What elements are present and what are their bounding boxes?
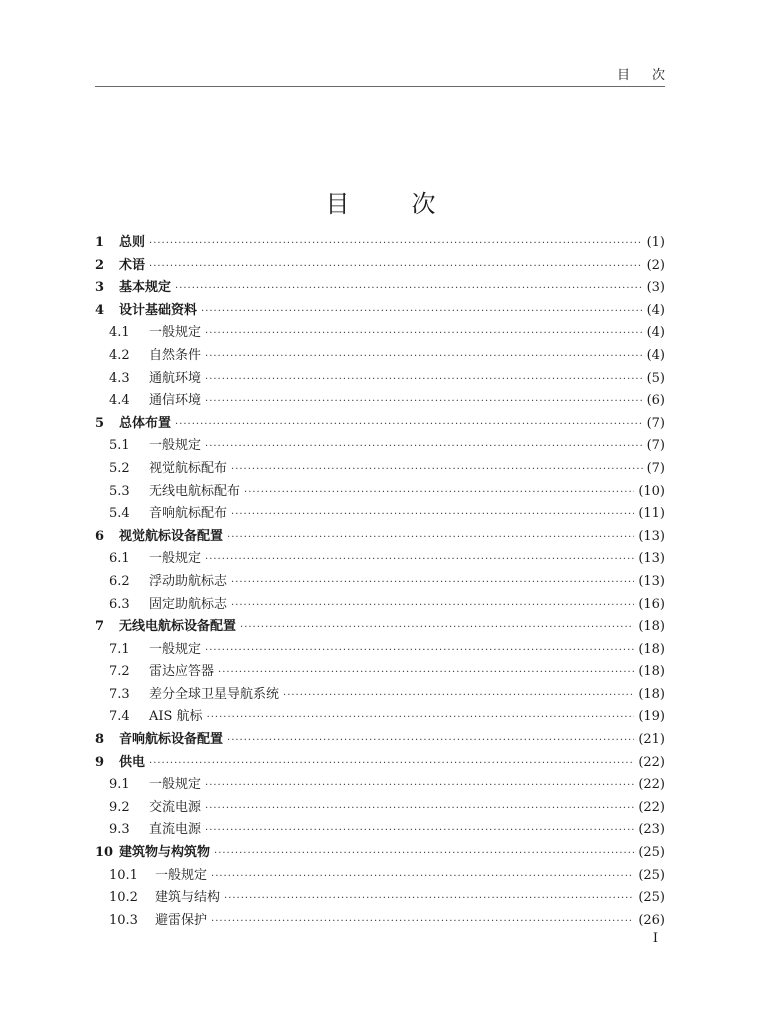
toc-entry-page: (13) <box>638 528 665 544</box>
toc-entry-title: 交流电源 <box>149 799 202 815</box>
toc-entry-number: 7.3 <box>109 686 130 702</box>
toc-entry-number: 4.4 <box>109 393 130 409</box>
dot-leader <box>205 323 643 346</box>
page-title: 目次 <box>325 190 498 218</box>
toc-entry-title: 一般规定 <box>149 777 202 793</box>
dot-leader <box>205 369 643 392</box>
dot-leader <box>201 301 643 324</box>
toc-entry[interactable] <box>95 797 665 820</box>
toc-entry[interactable] <box>95 819 665 842</box>
toc-entry-title: 总则 <box>119 235 146 250</box>
toc-entry-number: 9.1 <box>109 777 130 793</box>
toc-entry-number: 10.3 <box>109 912 138 928</box>
toc-entry-number: 3 <box>95 280 105 296</box>
toc-entry-number: 4.1 <box>109 325 130 341</box>
toc-entry-title: 浮动助航标志 <box>149 573 228 589</box>
toc-entry-title: 建筑物与构筑物 <box>119 845 211 861</box>
dot-leader <box>175 414 643 437</box>
running-header <box>95 64 687 87</box>
toc-entry-title: 通航环境 <box>149 370 202 386</box>
toc-entry[interactable] <box>95 458 665 481</box>
toc-entry-title: 一般规定 <box>149 325 202 341</box>
dot-leader <box>205 346 643 369</box>
toc-entry-number: 10.1 <box>109 867 138 883</box>
toc-entry-page: (4) <box>646 302 665 318</box>
toc-entry-number: 1 <box>95 235 105 250</box>
toc-entry-page: (22) <box>638 754 665 770</box>
dot-leader <box>149 256 643 279</box>
toc-entry-title: 直流电源 <box>149 822 202 838</box>
toc-entry[interactable] <box>95 277 665 300</box>
toc-entry-page: (5) <box>646 370 665 386</box>
toc-entry-title: AIS 航标 <box>149 709 203 725</box>
dot-leader <box>231 459 643 482</box>
toc-entry-page: (7) <box>646 438 665 454</box>
dot-leader <box>227 730 634 753</box>
dot-leader <box>149 233 643 256</box>
toc-entry[interactable] <box>95 842 665 865</box>
dot-leader <box>240 617 634 640</box>
toc-entry[interactable] <box>95 481 665 504</box>
toc-entry[interactable] <box>95 910 665 933</box>
toc-entry-title: 一般规定 <box>149 551 202 567</box>
toc-entry-number: 5.4 <box>109 506 130 522</box>
toc-entry-number: 5.2 <box>109 460 130 476</box>
dot-leader <box>231 504 634 527</box>
toc-entry-number: 6.3 <box>109 596 130 612</box>
toc-entry-page: (18) <box>638 664 665 680</box>
toc-entry-number: 10 <box>95 845 114 861</box>
dot-leader <box>211 911 634 934</box>
dot-leader <box>205 820 634 843</box>
toc-entry-page: (7) <box>646 415 665 431</box>
dot-leader <box>231 595 634 618</box>
toc-entry[interactable] <box>95 706 665 729</box>
toc-entry-page: (2) <box>646 257 665 273</box>
toc-entry-page: (22) <box>638 799 665 815</box>
toc-entry-number: 5.3 <box>109 483 130 499</box>
running-header-title: 目次 <box>616 68 687 83</box>
toc-entry-page: (13) <box>638 573 665 589</box>
dot-leader <box>231 572 634 595</box>
toc-entry[interactable] <box>95 255 665 278</box>
dot-leader <box>211 866 634 889</box>
toc-entry-page: (18) <box>638 686 665 702</box>
toc-entry-title: 供电 <box>119 754 146 770</box>
dot-leader <box>205 798 634 821</box>
toc-entry[interactable] <box>95 865 665 888</box>
toc-entry-page: (19) <box>638 709 665 725</box>
dot-leader <box>227 527 634 550</box>
toc-entry-title: 基本规定 <box>119 280 172 296</box>
toc-entry-page: (13) <box>638 551 665 567</box>
page-number: I <box>652 931 658 946</box>
toc-entry[interactable] <box>95 503 665 526</box>
toc-entry-number: 4.3 <box>109 370 130 386</box>
toc-entry-title: 总体布置 <box>119 415 172 431</box>
dot-leader <box>224 888 634 911</box>
toc-entry-number: 8 <box>95 732 105 748</box>
toc-entry[interactable] <box>95 616 665 639</box>
toc-entry-page: (6) <box>646 393 665 409</box>
toc-entry-page: (16) <box>638 596 665 612</box>
toc-entry-number: 9 <box>95 754 105 770</box>
toc-entry-page: (25) <box>638 867 665 883</box>
dot-leader <box>205 549 634 572</box>
toc-entry[interactable] <box>95 322 665 345</box>
toc-entry-page: (4) <box>646 347 665 363</box>
toc-entry-title: 自然条件 <box>149 347 202 363</box>
dot-leader <box>149 753 634 776</box>
toc-entry-number: 4 <box>95 302 105 318</box>
toc-entry[interactable] <box>95 887 665 910</box>
toc-entry-page: (21) <box>638 732 665 748</box>
toc-entry-number: 4.2 <box>109 347 130 363</box>
dot-leader <box>205 391 643 414</box>
toc-entry-number: 7 <box>95 619 105 635</box>
toc-entry-number: 7.4 <box>109 709 130 725</box>
toc-entry[interactable] <box>95 571 665 594</box>
dot-leader <box>205 436 643 459</box>
toc-entry-page: (11) <box>638 506 665 522</box>
table-of-contents <box>95 232 665 932</box>
toc-entry[interactable] <box>95 368 665 391</box>
toc-entry-title: 一般规定 <box>149 641 202 657</box>
toc-entry-page: (25) <box>638 845 665 861</box>
toc-entry-number: 6.2 <box>109 573 130 589</box>
toc-entry-title: 术语 <box>119 257 146 273</box>
toc-entry-number: 6 <box>95 528 105 544</box>
toc-entry-page: (4) <box>646 325 665 341</box>
toc-entry-page: (7) <box>646 460 665 476</box>
toc-entry[interactable] <box>95 435 665 458</box>
toc-entry-title: 一般规定 <box>155 867 208 883</box>
toc-entry[interactable] <box>95 413 665 436</box>
dot-leader <box>214 843 634 866</box>
toc-entry-number: 9.2 <box>109 799 130 815</box>
dot-leader <box>175 278 643 301</box>
toc-entry-page: (18) <box>638 641 665 657</box>
toc-entry-number: 9.3 <box>109 822 130 838</box>
toc-entry-title: 通信环境 <box>149 393 202 409</box>
toc-entry-title: 建筑与结构 <box>155 890 221 906</box>
toc-entry[interactable] <box>95 684 665 707</box>
toc-entry[interactable] <box>95 526 665 549</box>
dot-leader <box>283 685 634 708</box>
toc-entry[interactable] <box>95 548 665 571</box>
toc-entry-page: (18) <box>638 619 665 635</box>
toc-entry-title: 无线电航标设备配置 <box>119 619 237 635</box>
toc-entry[interactable] <box>95 661 665 684</box>
toc-entry-number: 7.2 <box>109 664 130 680</box>
toc-entry[interactable] <box>95 390 665 413</box>
toc-entry[interactable] <box>95 752 665 775</box>
toc-entry-page: (26) <box>638 912 665 928</box>
toc-entry-title: 雷达应答器 <box>149 664 215 680</box>
toc-entry-title: 差分全球卫星导航系统 <box>149 686 280 702</box>
dot-leader <box>244 482 634 505</box>
toc-entry[interactable] <box>95 729 665 752</box>
toc-entry-page: (25) <box>638 890 665 906</box>
toc-entry[interactable] <box>95 232 665 255</box>
toc-entry-title: 一般规定 <box>149 438 202 454</box>
toc-entry-number: 7.1 <box>109 641 130 657</box>
toc-entry-title: 避雷保护 <box>155 912 208 928</box>
toc-entry-title: 视觉航标设备配置 <box>119 528 224 544</box>
toc-entry[interactable] <box>95 345 665 368</box>
toc-entry-page: (10) <box>638 483 665 499</box>
toc-entry-number: 5.1 <box>109 438 130 454</box>
toc-entry-number: 6.1 <box>109 551 130 567</box>
toc-entry-page: (22) <box>638 777 665 793</box>
toc-entry[interactable] <box>95 774 665 797</box>
toc-entry[interactable] <box>95 594 665 617</box>
toc-entry-title: 音响航标设备配置 <box>119 732 224 748</box>
toc-entry-number: 10.2 <box>109 890 138 906</box>
dot-leader <box>218 662 634 685</box>
toc-entry[interactable] <box>95 639 665 662</box>
dot-leader <box>205 775 634 798</box>
toc-entry-title: 设计基础资料 <box>119 302 198 318</box>
toc-entry[interactable] <box>95 300 665 323</box>
toc-entry-title: 音响航标配布 <box>149 506 228 522</box>
toc-entry-title: 固定助航标志 <box>149 596 228 612</box>
toc-entry-number: 2 <box>95 257 105 273</box>
toc-entry-title: 视觉航标配布 <box>149 460 228 476</box>
toc-entry-page: (23) <box>638 822 665 838</box>
toc-entry-title: 无线电航标配布 <box>149 483 241 499</box>
dot-leader <box>205 640 634 663</box>
toc-entry-number: 5 <box>95 415 105 431</box>
toc-entry-page: (1) <box>646 235 665 250</box>
toc-entry-page: (3) <box>646 280 665 296</box>
dot-leader <box>207 707 635 730</box>
